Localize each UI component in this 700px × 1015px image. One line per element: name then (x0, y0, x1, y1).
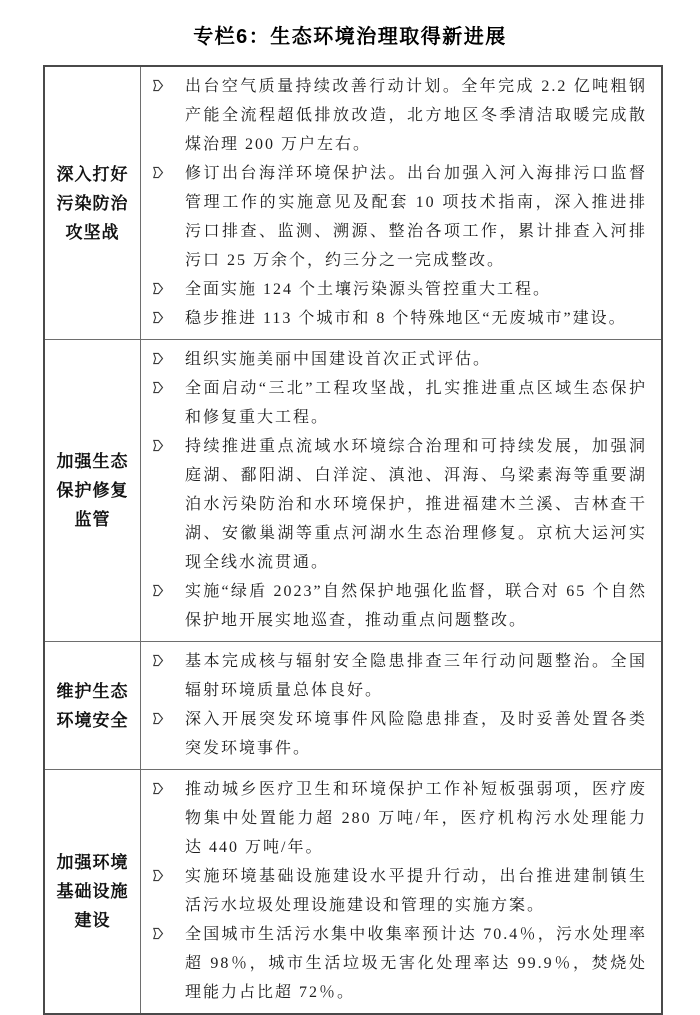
row-label: 加强生态保护修复监管 (56, 452, 129, 529)
list-item (151, 432, 647, 577)
list-item (151, 647, 647, 705)
row-label: 加强环境基础设施建设 (56, 853, 129, 930)
table-row (45, 641, 661, 769)
row-content-cell (141, 67, 661, 339)
item-text: 推动城乡医疗卫生和环境保护工作补短板强弱项，医疗废物集中处置能力超 280 万吨/年，医疗机构污水处理能力达 440 万吨/年。 (185, 781, 647, 856)
row-content-cell (141, 642, 661, 769)
list-item (151, 159, 647, 275)
row-label-cell (45, 770, 141, 1013)
open-right-arrow-icon (151, 926, 164, 942)
row-content-cell (141, 770, 661, 1013)
item-text: 全面实施 124 个土壤污染源头管控重大工程。 (185, 281, 552, 298)
list-item (151, 862, 647, 920)
page-title: 专栏6：生态环境治理取得新进展 (193, 26, 507, 48)
open-right-arrow-icon (151, 868, 164, 884)
open-right-arrow-icon (151, 281, 164, 297)
table-row (45, 769, 661, 1013)
row-label: 维护生态环境安全 (56, 681, 129, 730)
item-text: 基本完成核与辐射安全隐患排查三年行动问题整治。全国辐射环境质量总体良好。 (185, 653, 647, 699)
list-item (151, 374, 647, 432)
list-item (151, 275, 647, 304)
item-text: 全国城市生活污水集中收集率预计达 70.4％，污水处理率超 98％，城市生活垃圾无害化处理率达 99.9％，焚烧处理能力占比超 72％。 (185, 926, 647, 1001)
progress-table (43, 65, 663, 1015)
open-right-arrow-icon (151, 380, 164, 396)
list-item (151, 920, 647, 1007)
open-right-arrow-icon (151, 165, 164, 181)
open-right-arrow-icon (151, 653, 164, 669)
item-text: 深入开展突发环境事件风险隐患排查，及时妥善处置各类突发环境事件。 (185, 711, 647, 757)
row-label: 深入打好污染防治攻坚战 (56, 164, 129, 242)
table-row (45, 67, 661, 339)
table-row (45, 339, 661, 641)
row-label-cell (45, 67, 141, 339)
open-right-arrow-icon (151, 711, 164, 727)
list-item (151, 304, 647, 333)
item-text: 实施“绿盾 2023”自然保护地强化监督，联合对 65 个自然保护地开展实地巡查，推动重点问题整改。 (185, 583, 647, 629)
row-content-cell (141, 340, 661, 641)
open-right-arrow-icon (151, 310, 164, 326)
open-right-arrow-icon (151, 583, 164, 599)
open-right-arrow-icon (151, 438, 164, 454)
item-text: 出台空气质量持续改善行动计划。全年完成 2.2 亿吨粗钢产能全流程超低排放改造，北方地区冬季清洁取暖完成散煤治理 200 万户左右。 (185, 78, 647, 153)
item-text: 持续推进重点流域水环境综合治理和可持续发展，加强洞庭湖、鄱阳湖、白洋淀、滇池、洱海、乌梁素海等重要湖泊水污染防治和水环境保护，推进福建木兰溪、吉林查干湖、安徽巢湖等重点河湖水生态治理修复。京杭大运河实现全线水流贯通。 (185, 438, 647, 571)
item-text: 修订出台海洋环境保护法。出台加强入河入海排污口监督管理工作的实施意见及配套 10 项技术指南，深入推进排污口排查、监测、溯源、整治各项工作，累计排查入河排污口 25 万余个，约三分之一完成整改。 (185, 165, 647, 269)
row-label-cell (45, 340, 141, 641)
open-right-arrow-icon (151, 351, 164, 367)
item-text: 全面启动“三北”工程攻坚战，扎实推进重点区域生态保护和修复重大工程。 (185, 380, 647, 426)
list-item (151, 345, 647, 374)
list-item (151, 775, 647, 862)
open-right-arrow-icon (151, 78, 164, 94)
item-text: 稳步推进 113 个城市和 8 个特殊地区“无废城市”建设。 (185, 310, 627, 327)
list-item (151, 72, 647, 159)
open-right-arrow-icon (151, 781, 164, 797)
list-item (151, 577, 647, 635)
row-label-cell (45, 642, 141, 769)
list-item (151, 705, 647, 763)
item-text: 组织实施美丽中国建设首次正式评估。 (185, 351, 492, 368)
item-text: 实施环境基础设施建设水平提升行动，出台推进建制镇生活污水垃圾处理设施建设和管理的实施方案。 (185, 868, 647, 914)
